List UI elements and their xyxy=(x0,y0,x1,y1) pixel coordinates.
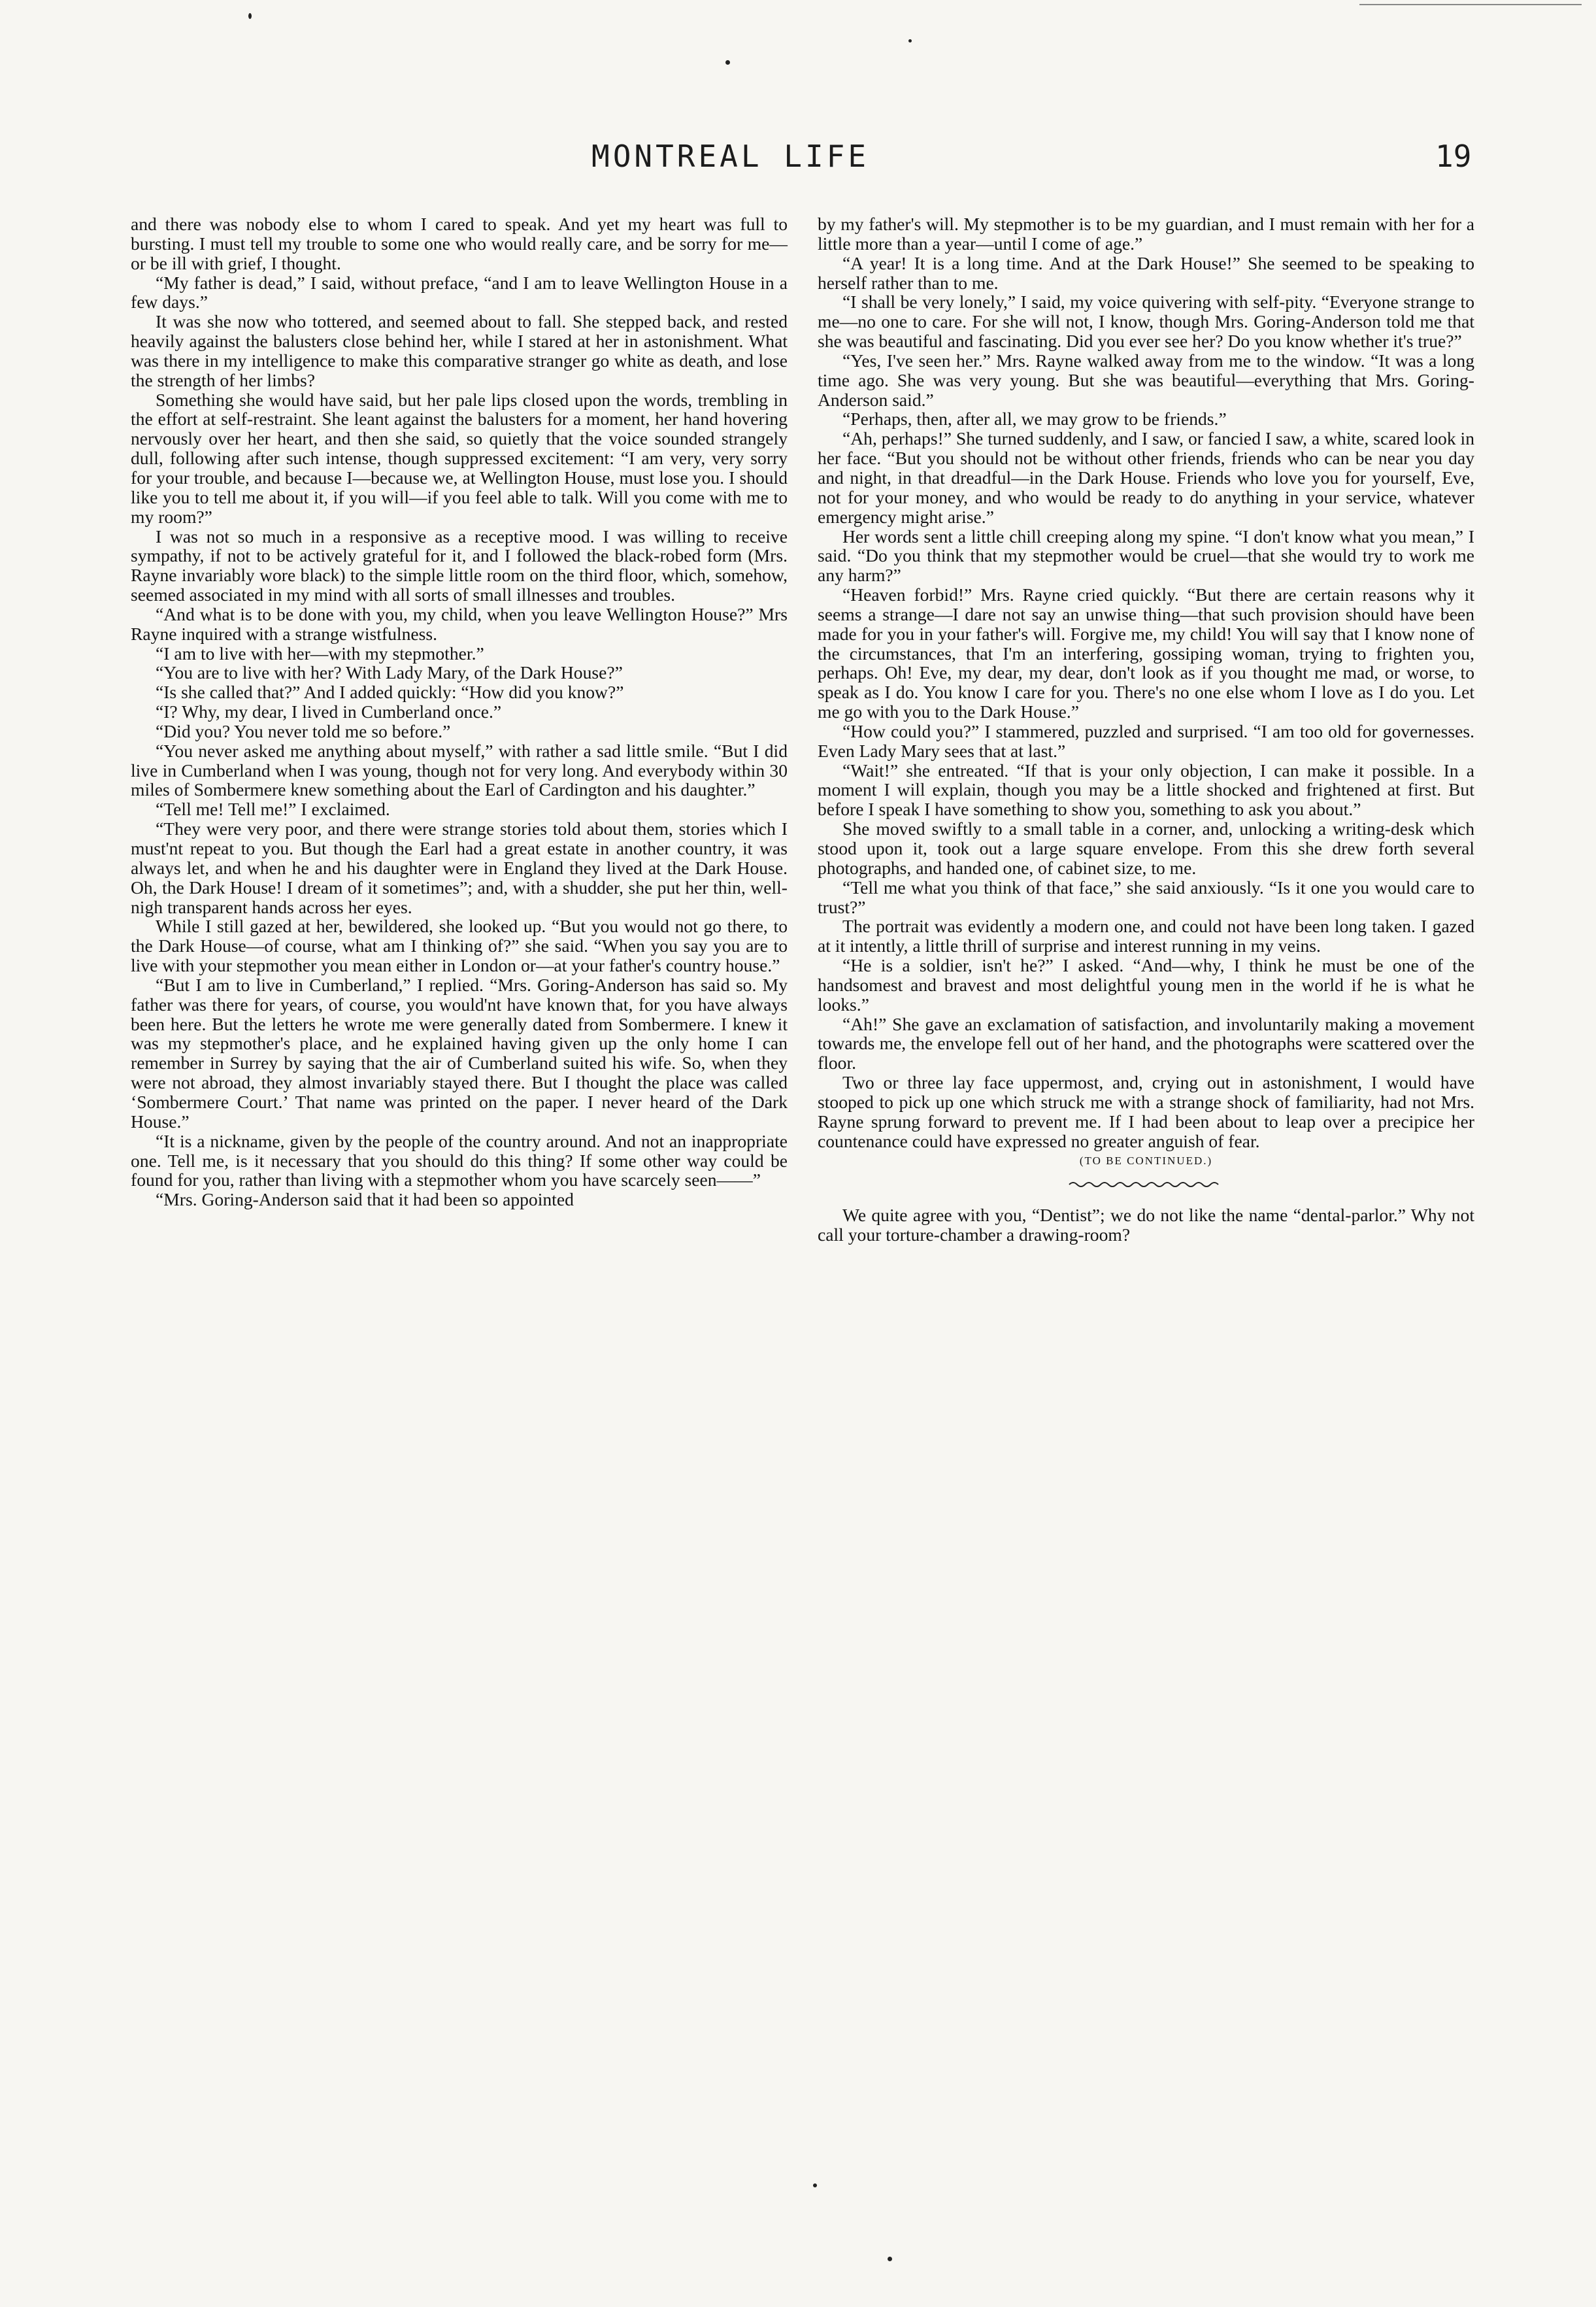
ink-speck xyxy=(908,39,912,42)
paragraph: “Heaven forbid!” Mrs. Rayne cried quickly. “But there are certain reasons why it seems a strange—I dare not say an unwise thing—that such provision should have been made for you in your father's will. Forgive me, my child! You will say that I know none of the circumstances, that I'm an interfering, gossiping woman, trying to frighten you, perhaps. Oh! Eve, my dear, my dear, don't look as if you thought me mad, or worse, to speak as I do. You know I care for you. There's no one else whom I love as I do you. Let me go with you to the Dark House.” xyxy=(818,584,1474,722)
to-be-continued-note: (TO BE CONTINUED.) xyxy=(1079,1154,1213,1167)
paragraph: “Yes, I've seen her.” Mrs. Rayne walked away from me to the window. “It was a long time ago. She was very young. But she was beautiful—everything that Mrs. Goring-Anderson said.” xyxy=(818,350,1474,410)
paragraph: “It is a nickname, given by the people of the country around. And not an inappropriate one. Tell me, is it necessary that you should do this thing? If some other way could be found for you, rather than living with a stepmother whom you have scarcely seen——” xyxy=(131,1130,788,1190)
paragraph: “Did you? You never told me so before.” xyxy=(156,720,451,741)
publication-title: MONTREAL LIFE xyxy=(591,139,870,174)
paragraph: “How could you?” I stammered, puzzled and surprised. “I am too old for governesses. Even Lady Mary sees that at last.” xyxy=(818,720,1474,761)
right-column xyxy=(818,214,1474,1245)
paragraph: “I shall be very lonely,” I said, my voice quivering with self-pity. “Everyone strange to me—no one to care. For she will not, I know, though Mrs. Goring-Anderson told me that she was beautiful and fascinating. Did you ever see her? Do you know whether it's true?” xyxy=(818,292,1474,352)
paragraph: “Is she called that?” And I added quickly: “How did you know?” xyxy=(156,682,624,703)
paragraph: by my father's will. My stepmother is to be my guardian, and I must remain with her for a little more than a year—until I come of age.” xyxy=(818,214,1474,254)
paragraph: “Ah, perhaps!” She turned suddenly, and I saw, or fancied I saw, a white, scared look in her face. “But you should not be without other friends, friends who can be near you day and night, in that dreadful—in the Dark House. Friends who love you for yourself, Eve, not for your money, and who would be ready to do anything in your service, whatever emergency might arise.” xyxy=(818,428,1474,527)
paragraph: “And what is to be done with you, my child, when you leave Wellington House?” Mrs Rayne inquired with a strange wistfulness. xyxy=(131,603,788,644)
paragraph: “They were very poor, and there were strange stories told about them, stories which I must'nt repeat to you. But though the Earl had a great estate in another country, it was always let, and when he and his daughter were in England they lived at the Dark House. Oh, the Dark House! I dream of it sometimes”; and, with a shudder, she put her thin, well-nigh transparent hands across her eyes. xyxy=(131,818,788,917)
paragraph: It was she now who tottered, and seemed about to fall. She stepped back, and rested heavily against the balusters close behind her, while I stared at her in astonishment. What was there in my intelligence to make this comparative stranger go white as death, and lose the strength of her limbs? xyxy=(131,311,788,390)
paragraph: and there was nobody else to whom I cared to speak. And yet my heart was full to bursting. I must tell my trouble to some one who would really care, and be sorry for me—or be ill with grief, I thought. xyxy=(131,214,788,273)
section-divider-ornament xyxy=(1068,1179,1225,1188)
ink-speck xyxy=(725,60,730,65)
paragraph: “He is a soldier, isn't he?” I asked. “And—why, I think he must be one of the handsomest and bravest and most delightful young men in the world if he is what he looks.” xyxy=(818,955,1474,1015)
paragraph: “You never asked me anything about myself,” with rather a sad little smile. “But I did live in Cumberland when I was young, though not for very long. And everybody within 30 miles of Sombermere knew something about the Earl of Cardington and his daughter.” xyxy=(131,740,788,800)
running-head xyxy=(0,139,1596,178)
paragraph: The portrait was evidently a modern one, and could not have been long taken. I gazed at it intently, a little thrill of surprise and interest running in my veins. xyxy=(818,916,1474,956)
ink-speck xyxy=(888,2257,892,2261)
paragraph: “Ah!” She gave an exclamation of satisfaction, and involuntarily making a movement towards me, the envelope fell out of her hand, and the photographs were scattered over the floor. xyxy=(818,1013,1474,1073)
paragraph: “I am to live with her—with my stepmother.” xyxy=(156,643,484,664)
paragraph: Two or three lay face uppermost, and, crying out in astonishment, I would have stooped to pick up one which struck me with a strange shock of familiarity, had not Mrs. Rayne sprung forward to prevent me. If I had been about to leap over a precipice her countenance could have expressed no greater anguish of fear. xyxy=(818,1072,1474,1151)
paragraph: Her words sent a little chill creeping along my spine. “I don't know what you mean,” I said. “Do you think that my stepmother would be cruel—that she would try to work me any harm?” xyxy=(818,526,1474,586)
paragraph: “But I am to live in Cumberland,” I replied. “Mrs. Goring-Anderson has said so. My father was there for years, of course, you would'nt have known that, for you have always been here. But the letters he wrote me were generally dated from Sombermere. I knew it was my stepmother's place, and he explained having given up the only home I can remember in Surrey by saying that the air of Cumberland suited his wife. So, when they were not abroad, they almost invariably stayed there. But I thought the place was called ‘Sombermere Court.’ That name was printed on the paper. I never heard of the Dark House.” xyxy=(131,974,788,1132)
top-edge-rule xyxy=(1359,4,1582,5)
paragraph: “I? Why, my dear, I lived in Cumberland once.” xyxy=(156,701,502,722)
paragraph: She moved swiftly to a small table in a corner, and, unlocking a writing-desk which stood upon it, took out a large square envelope. From this she drew forth several photographs, and handed one, of cabinet size, to me. xyxy=(818,818,1474,878)
ink-speck xyxy=(248,13,252,19)
paragraph: “My father is dead,” I said, without preface, “and I am to leave Wellington House in a few days.” xyxy=(131,272,788,312)
ink-speck xyxy=(813,2183,817,2187)
paragraph: “Tell me what you think of that face,” she said anxiously. “Is it one you would care to trust?” xyxy=(818,877,1474,917)
left-column xyxy=(131,214,788,1209)
page-number: 19 xyxy=(1435,139,1472,174)
paragraph: “Mrs. Goring-Anderson said that it had been so appointed xyxy=(156,1189,574,1210)
paragraph: Something she would have said, but her pale lips closed upon the words, trembling in the effort at self-restraint. She leant against the balusters for a moment, her hand hovering nervously over her heart, and then she said, so quietly that the voice sounded strangely dull, following after such intense, though suppressed excitement: “I am very, very sorry for your trouble, and because I—because we, at Wellington House, must lose you. I should like you to tell me about it, if you will—if you feel able to talk. Will you come with me to my room?” xyxy=(131,389,788,527)
paragraph: “A year! It is a long time. And at the Dark House!” She seemed to be speaking to herself rather than to me. xyxy=(818,252,1474,293)
paragraph: “You are to live with her? With Lady Mary, of the Dark House?” xyxy=(156,662,623,683)
paragraph: “Wait!” she entreated. “If that is your only objection, I can make it possible. In a moment I will explain, though you may be a little shocked and frightened at first. But before I speak I have something to show you, something to ask you about.” xyxy=(818,760,1474,820)
paragraph: I was not so much in a responsive as a receptive mood. I was willing to receive sympathy, if not to be actively grateful for it, and I followed the black-robed form (Mrs. Rayne invariably wore black) to the simple little room on the third floor, which, somehow, seemed associated in my mind with all sorts of small illnesses and troubles. xyxy=(131,526,788,605)
paragraph: “Perhaps, then, after all, we may grow to be friends.” xyxy=(842,409,1227,429)
paragraph: While I still gazed at her, bewildered, she looked up. “But you would not go there, to the Dark House—of course, what am I thinking of?” she said. “When you say you are to live with your stepmother you mean either in London or—at your father's country house.” xyxy=(131,916,788,976)
paragraph: “Tell me! Tell me!” I exclaimed. xyxy=(156,799,390,820)
editorial-paragraph: We quite agree with you, “Dentist”; we do not like the name “dental-parlor.” Why not call your torture-chamber a drawing-room? xyxy=(818,1205,1474,1245)
